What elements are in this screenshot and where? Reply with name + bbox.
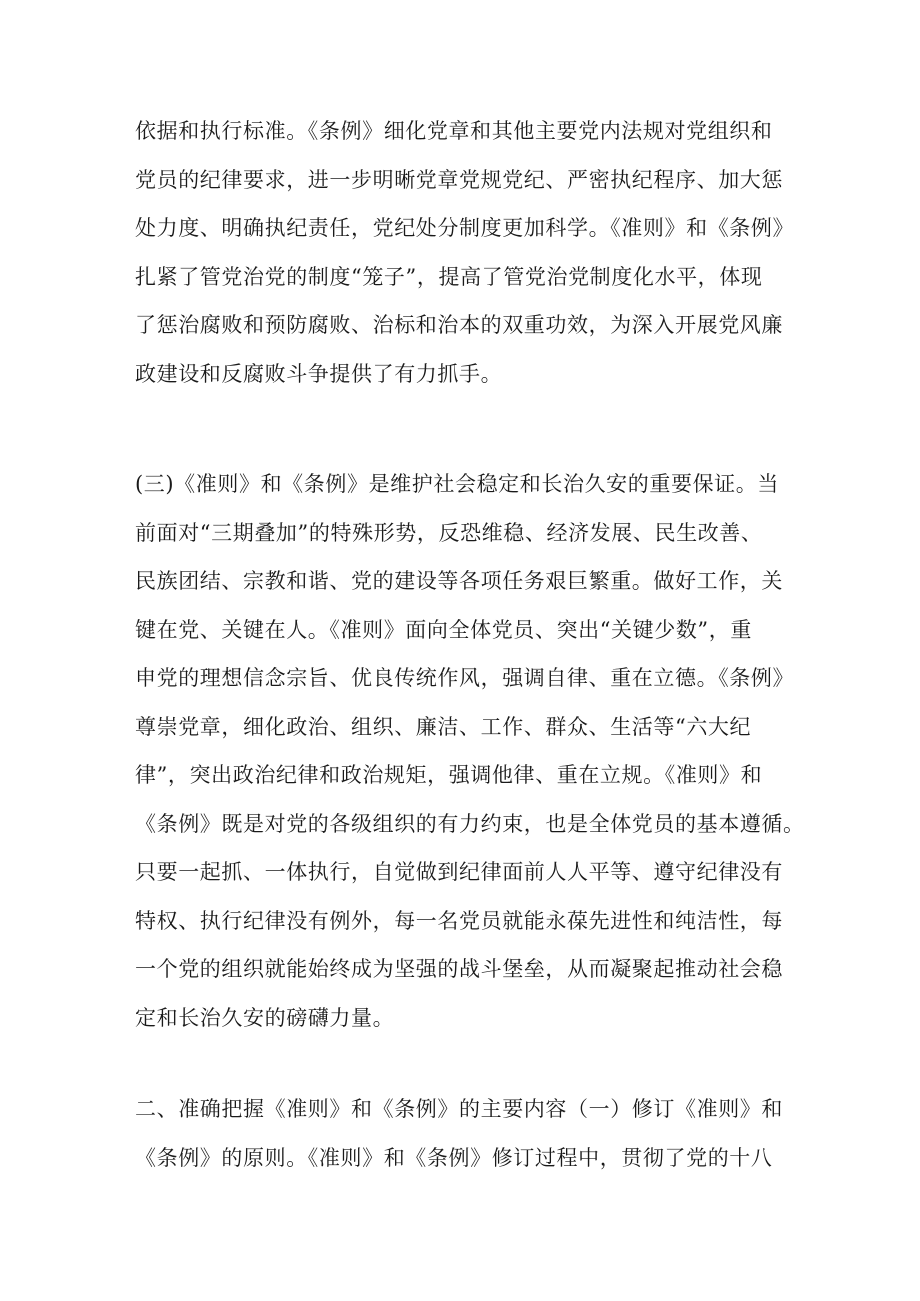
text-line: 键在党、关键在人。《准则》面向全体党员、突出“关键少数”，重 [135,617,752,642]
text-line: 一个党的组织就能始终成为坚强的战斗堡垒，从而凝聚起推动社会稳 [135,957,783,981]
paragraph-section-two-heading [135,1085,800,1182]
text-line: 前面对“三期叠加”的特殊形势，反恐维稳、经济发展、民生改善、 [135,520,763,545]
paragraph-discipline-standards [135,107,800,398]
text-line: 二、准确把握《准则》和《条例》的主要内容（一）修订《准则》和 [135,1097,783,1121]
text-line: 《条例》既是对党的各级组织的有力约束，也是全体党员的基本遵循。 [135,811,805,836]
text-line: 依据和执行标准。《条例》细化党章和其他主要党内法规对党组织和 [135,119,773,143]
text-line: 处力度、明确执纪责任，党纪处分制度更加科学。《准则》和《条例》 [135,216,795,240]
text-line: 只要一起抓、一体执行，自觉做到纪律面前人人平等、遵守纪律没有 [135,860,783,884]
text-line: 扎紧了管党治党的制度“笼子”，提高了管党治党制度化水平，体现 [135,264,763,289]
text-line: 《条例》的原则。《准则》和《条例》修订过程中，贯彻了党的十八 [135,1145,773,1170]
text-line: 定和长治久安的磅礴力量。 [135,1005,395,1030]
text-line: 尊崇党章，细化政治、组织、廉洁、工作、群众、生活等“六大纪 [135,714,752,739]
text-line: 特权、执行纪律没有例外，每一名党员就能永葆先进性和纯洁性，每 [135,908,783,933]
text-line: 民族团结、宗教和谐、党的建设等各项任务艰巨繁重。做好工作，关 [135,569,783,593]
text-line: 党员的纪律要求，进一步明晰党章党规党纪、严密执纪程序、加大惩 [135,167,783,192]
text-line: (三)《准则》和《条例》是维护社会稳定和长治久安的重要保证。当 [135,472,779,496]
text-line: 申党的理想信念宗旨、优良传统作风，强调自律、重在立德。《条例》 [135,666,795,690]
text-line: 律”，突出政治纪律和政治规矩，强调他律、重在立规。《准则》和 [135,763,763,787]
paragraph-section-three [135,460,805,1042]
text-line: 了惩治腐败和预防腐败、治标和治本的双重功效，为深入开展党风廉 [135,313,783,337]
text-line: 政建设和反腐败斗争提供了有力抓手。 [135,361,503,386]
